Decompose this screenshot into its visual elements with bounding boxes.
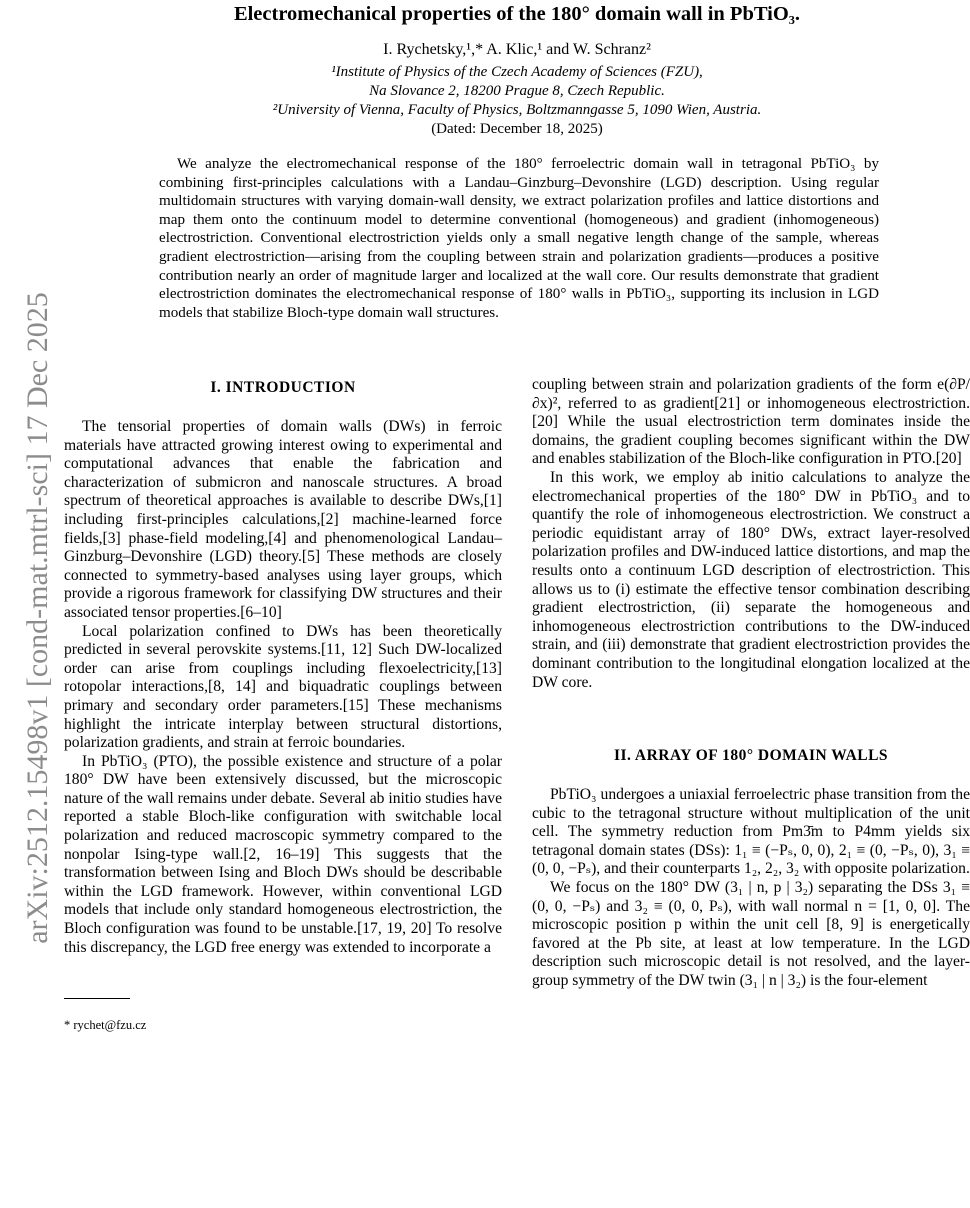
intro-paragraph-5: In this work, we employ ab initio calculations to analyze the electromechanical properties of the 180° DW in PbTiO₃ and to quantify the role of inhomogeneous electrostriction. We construct a periodic equidistant array of 180° DWs, extract layer-resolved polarization profiles and DW-induced lattice distortions, and map the results onto a continuum LGD description of electrostriction. This allows us to (i) estimate the effective tensor combination describing gradient electrostriction, (ii) separate the homogeneous and inhomogeneous electrostriction contributions to the DW-induced strain, and (iii) demonstrate that gradient electrostriction provides the dominant contribution to the longitudinal elongation localized at the DW core. bbox=[532, 468, 970, 691]
section-2-paragraph-1: PbTiO₃ undergoes a uniaxial ferroelectric phase transition from the cubic to the tetragonal structure without multiplication of the unit cell. The symmetry reduction from Pm3̄m to P4mm yields six tetragonal domain states (DSs): 1₁ ≡ (−Pₛ, 0, 0), 2₁ ≡ (0, −Pₛ, 0), 3₁ ≡ (0, 0, −Pₛ), and their counterparts 1₂, 2₂, 3₂ with opposite polarization. bbox=[532, 786, 970, 878]
arxiv-identifier: arXiv:2512.15498v1 [cond-mat.mtrl-sci] 17 Dec 2025 bbox=[21, 292, 54, 944]
left-column bbox=[64, 376, 502, 1033]
two-column-body bbox=[64, 376, 970, 1200]
affiliation-1-line-1: ¹Institute of Physics of the Czech Academy of Sciences (FZU), bbox=[331, 64, 703, 80]
footnote-divider bbox=[64, 998, 130, 999]
footnote-email: * rychet@fzu.cz bbox=[64, 1018, 147, 1033]
author-list: I. Rychetsky,¹,* A. Klic,¹ and W. Schranz² bbox=[383, 41, 651, 58]
affiliation-1-line-2: Na Slovance 2, 18200 Prague 8, Czech Republic. bbox=[369, 83, 665, 99]
intro-paragraph-3: In PbTiO₃ (PTO), the possible existence and structure of a polar 180° DW have been extensively discussed, but the microscopic nature of the wall remains under debate. Several ab initio studies have reported a stable Bloch-like configuration with switchable local polarization and reduced macroscopic symmetry compared to the nonpolar Ising-type wall.[2, 16–19] This suggests that the transformation between Ising and Bloch DWs should be describable within the LGD framework. However, within conventional LGD models that include only standard homogeneous electrostriction, the Bloch configuration was found to be unstable.[17, 19, 20] To resolve this discrepancy, the LGD free energy was extended to incorporate a bbox=[64, 752, 502, 956]
abstract: We analyze the electromechanical response of the 180° ferroelectric domain wall in tetragonal PbTiO₃ by combining first-principles calculations with a Landau–Ginzburg–Devonshire (LGD) description. Using regular multidomain structures with varying domain-wall density, we extract polarization profiles and lattice distortions and map them onto the continuum model to determine conventional (homogeneous) and gradient (inhomogeneous) electrostriction. Conventional electrostriction yields only a small negative length change of the sample, whereas gradient electrostriction—arising from the coupling between strain and polarization gradients—produces a positive contribution nearly an order of magnitude larger and localized at the wall core. Our results demonstrate that gradient electrostriction dominates the electromechanical response of 180° walls in PbTiO₃, supporting its inclusion in LGD models that stabilize Bloch-type domain wall structures. bbox=[159, 156, 879, 321]
section-1-heading: I. INTRODUCTION bbox=[210, 379, 356, 396]
paper-page bbox=[64, 0, 970, 1033]
intro-paragraph-1: The tensorial properties of domain walls (DWs) in ferroic materials have attracted growing interest owing to experimental and computational advances that enable the fabrication and characterization of submicron and nanoscale structures. A broad spectrum of theoretical approaches is available to describe DWs,[1] including first-principles calculations,[2] machine-learned force fields,[3] phase-field modeling,[4] and phenomenological Landau–Ginzburg–Devonshire (LGD) theory.[5] These methods are closely connected to symmetry-based analyses using layer groups, which provide a rigorous framework for classifying DW structures and their associated tensor properties.[6–10] bbox=[64, 418, 502, 621]
section-2-heading: II. ARRAY OF 180° DOMAIN WALLS bbox=[613, 747, 889, 765]
section-2-paragraph-2: We focus on the 180° DW (3₁ | n, p | 3₂) separating the DSs 3₁ ≡ (0, 0, −Pₛ) and 3₂ ≡ (0, 0, Pₛ), with wall normal n = [1, 0, 0]. The microscopic position p within the unit cell [8, 9] is energetically favored at the Pb site, at least at low temperature. In the LGD description such microscopic detail is not resolved, and the layer-group symmetry of the DW twin (3₁ | n | 3₂) is the four-element bbox=[532, 879, 970, 990]
intro-paragraph-4: coupling between strain and polarization gradients of the form e(∂P/∂x)², referred to as gradient[21] or inhomogeneous electrostriction.[20] While the usual electrostriction term dominates inside the domains, the gradient coupling becomes significant within the DW and enables stabilization of the Bloch-like configuration in PTO.[20] bbox=[532, 376, 970, 468]
intro-paragraph-2: Local polarization confined to DWs has been theoretically predicted in several perovskite systems.[11, 12] Such DW-localized order can arise from couplings including flexoelectricity,[13] rotopolar interactions,[8, 14] and biquadratic couplings between primary and secondary order parameters.[15] These mechanisms highlight the intricate interplay between structural distortions, polarization gradients, and strain at ferroic boundaries. bbox=[64, 622, 502, 752]
paper-title: Electromechanical properties of the 180° domain wall in PbTiO₃. bbox=[233, 3, 801, 25]
right-column bbox=[532, 376, 970, 991]
date-line: (Dated: December 18, 2025) bbox=[431, 121, 603, 137]
affiliation-2: ²University of Vienna, Faculty of Physics, Boltzmanngasse 5, 1090 Wien, Austria. bbox=[272, 102, 762, 118]
